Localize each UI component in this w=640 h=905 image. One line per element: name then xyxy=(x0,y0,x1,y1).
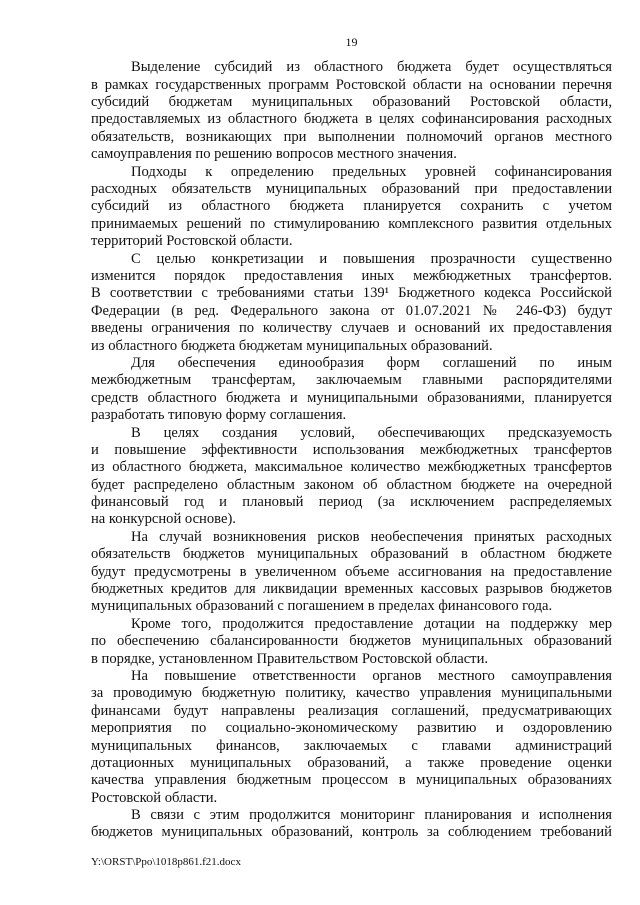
text-line: Для обеспечения единообразия форм соглашений по иным xyxy=(131,354,612,371)
paragraph xyxy=(91,59,612,163)
text-line: В связи с этим продолжится мониторинг планирования и исполнения xyxy=(131,807,612,824)
text-line: бюджетных кредитов для ликвидации временных кассовых разрывов бюджетов xyxy=(91,581,612,598)
text-line: На случай возникновения рисков необеспечения принятых расходных xyxy=(131,528,612,545)
text-line: муниципальных образований с погашением в пределах финансового года. xyxy=(91,598,553,615)
text-line: мероприятия по социально-экономическому развитию и оздоровлению xyxy=(91,720,612,737)
text-line: предоставляемых из областного бюджета в целях софинансирования расходных xyxy=(91,111,612,128)
text-line: обязательств, возникающих при выполнении полномочий органов местного xyxy=(91,128,612,145)
text-line: бюджетов муниципальных образований, контроль за соблюдением требований xyxy=(91,824,612,841)
paragraph xyxy=(91,616,612,668)
paragraph xyxy=(91,529,612,616)
text-line: В целях создания условий, обеспечивающих предсказуемость xyxy=(131,424,612,441)
paragraph xyxy=(91,425,612,529)
text-line: На повышение ответственности органов местного самоуправления xyxy=(131,667,612,684)
text-line: С целью конкретизации и повышения прозрачности существенно xyxy=(131,250,612,267)
text-line: межбюджетным трансфертам, заключаемым главными распорядителями xyxy=(91,372,612,389)
text-line: изменится порядок предоставления иных межбюджетных трансфертов. xyxy=(91,267,612,284)
text-line: разработать типовую форму соглашения. xyxy=(91,407,347,424)
text-line: территорий Ростовской области. xyxy=(91,233,293,250)
text-line: в рамках государственных программ Ростовской области на основании перечня xyxy=(91,76,612,93)
paragraph xyxy=(91,251,612,355)
file-path-footer: Y:\ORST\Ppo\1018p861.f21.docx xyxy=(91,856,241,868)
text-line: качества управления бюджетным процессом в муниципальных образованиях xyxy=(91,772,612,789)
paragraph xyxy=(91,164,612,251)
text-line: из областного бюджета бюджетам муниципальных образований. xyxy=(91,337,493,354)
document-body xyxy=(91,59,612,842)
paragraph xyxy=(91,807,612,842)
text-line: принимаемых решений по стимулированию комплексного развития отдельных xyxy=(91,215,612,232)
text-line: муниципальных финансов, заключаемых с главами администраций xyxy=(91,737,612,754)
text-line: субсидий бюджетам муниципальных образований Ростовской области, xyxy=(91,94,612,111)
text-line: и повышение эффективности использования межбюджетных трансфертов xyxy=(91,441,612,458)
text-line: субсидий из областного бюджета планируется сохранить с учетом xyxy=(91,198,612,215)
text-line: за проводимую бюджетную политику, качество управления муниципальными xyxy=(91,685,612,702)
text-line: Подходы к определению предельных уровней софинансирования xyxy=(131,163,612,180)
page-number: 19 xyxy=(345,35,358,49)
text-line: будет распределено областным законом об областном бюджете на очередной xyxy=(91,476,612,493)
text-line: средств областного бюджета и муниципальными образованиями, планируется xyxy=(91,389,612,406)
paragraph xyxy=(91,355,612,425)
text-line: в порядке, установленном Правительством Ростовской области. xyxy=(91,650,489,667)
text-line: дотационных муниципальных образований, а также проведение оценки xyxy=(91,754,612,771)
text-line: финансовый год и плановый период (за исключением распределяемых xyxy=(91,494,612,511)
text-line: Ростовской области. xyxy=(91,789,218,806)
text-line: В соответствии с требованиями статьи 139¹ Бюджетного кодекса Российской xyxy=(91,285,612,302)
text-line: Федерации (в ред. Федерального закона от 01.07.2021 № 246-ФЗ) будут xyxy=(91,302,612,319)
text-line: из областного бюджета, максимальное количество межбюджетных трансфертов xyxy=(91,459,612,476)
paragraph xyxy=(91,668,612,807)
text-line: будут предусмотрены в увеличенном объеме ассигнования на предоставление xyxy=(91,563,612,580)
text-line: на конкурсной основе). xyxy=(91,511,236,528)
text-line: финансами будут направлены реализация соглашений, предусматривающих xyxy=(91,702,612,719)
text-line: самоуправления по решению вопросов местного значения. xyxy=(91,146,457,163)
text-line: Выделение субсидий из областного бюджета будет осуществляться xyxy=(131,59,612,76)
text-line: расходных обязательств муниципальных образований при предоставлении xyxy=(91,181,612,198)
text-line: по обеспечению сбалансированности бюджетов муниципальных образований xyxy=(91,633,612,650)
text-line: обязательств бюджетов муниципальных образований в областном бюджете xyxy=(91,546,612,563)
text-line: введены ограничения по количеству случаев и оснований их предоставления xyxy=(91,320,612,337)
text-line: Кроме того, продолжится предоставление дотации на поддержку мер xyxy=(131,615,612,632)
